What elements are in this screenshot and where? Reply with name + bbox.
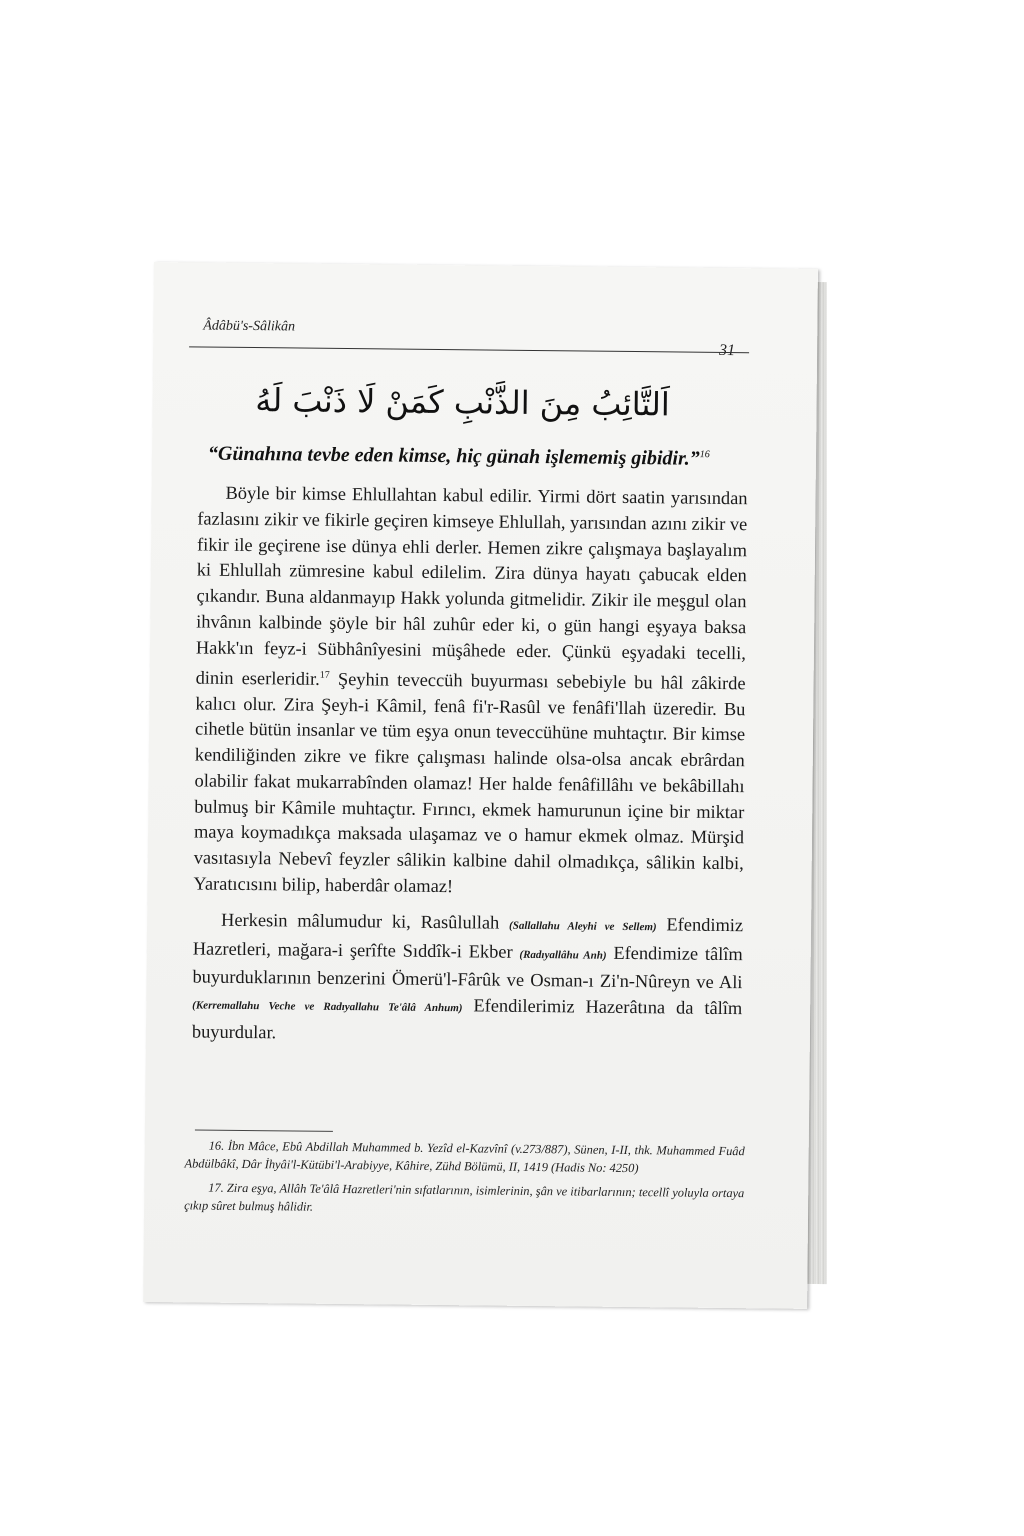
honorific-2: (Radıyallâhu Anh) (519, 948, 607, 962)
footnote-17: 17. Zira eşya, Allâh Te'âlâ Hazretleri'nin sıfatlarının, isimlerinin, şân ve itibarlarının; tecellî yoluyla ortaya çıkıp sûret bulmuş hâlidir. (184, 1180, 745, 1214)
page-number: 31 (719, 341, 736, 360)
paragraph-2-text-3: Efendimize tâlîm buyurduklarının benzerini Ömerü'l-Fârûk ve Osman-ı Zi'n-Nûreyn ve Ali (192, 942, 743, 993)
paragraph-2-text-4: Efendilerimiz Hazerâtına da tâlîm buyurdular. (191, 995, 743, 1043)
paragraph-2 (192, 907, 743, 1051)
arabic-verse: اَلتَّائِبُ مِنَ الذَّنْبِ كَمَنْ لَا ذَنْبَ لَهُ (255, 381, 670, 424)
paragraph-1-part-2: Şeyhin teveccüh buyurması sebebiyle bu hâl zâkirde kalıcı olur. Zira Şeyh-i Kâmil, fenâ fi'r-Rasûl ve fenâfi'llah üzeredir. Bu cihetle bütün insanlar ve tüm eşya onun teveccühüne muhtaçtır. Bir kimse kendiliğinden zikre ve fikre çalışması halinde olsa-olsa ancak ebrârdan olabilir fakat mukarrabînden olamaz! Her halde fenâfillâhı ve bekâbillahı bulmuş bir Kâmile muhtaçtır. Fırıncı, ekmek hamurunun içine bir miktar maya koymadıkça maksada ulaşamaz ve o hamur ekmek olmaz. Mürşid vasıtasıyla Nebevî feyzler sâlikin kalbine dahil olmadıkça, sâlikin kalbi, Yaratıcısını bilip, haberdâr olamaz! (193, 668, 746, 897)
paragraph-2-text-2: Efendimiz Hazretleri, mağara-i şerîfte Sıddîk-i Ekber (192, 914, 744, 962)
book-page (143, 262, 818, 1309)
quote-footnote-ref: 16 (699, 449, 710, 461)
footnote-rule (195, 1129, 333, 1131)
footnote-16: 16. İbn Mâce, Ebû Abdillah Muhammed b. Yezîd el-Kazvînî (v.273/887), Sünen, I-II, thk. Muhammed Fuâd Abdülbâkî, Dâr İhyâi'l-Kütübi'l-Arabiyye, Kâhire, Zühd Bölümü, II, 1419 (Hadis No: 4250) (184, 1138, 745, 1176)
quote-text: “Günahına tevbe eden kimse, hiç günah işlememiş gibidir.” (207, 442, 700, 470)
footnotes (184, 1136, 745, 1226)
footnote-ref-17: 17 (319, 669, 330, 681)
paragraph-1 (193, 480, 747, 903)
header-rule (189, 346, 749, 353)
paragraph-2-text-1: Herkesin mâlumudur ki, Rasûlullah (221, 909, 510, 933)
honorific-3: (Kerremallahu Veche ve Radıyallahu Te'âlâ Anhum) (192, 999, 463, 1015)
body-text (192, 480, 748, 1051)
quote (208, 443, 768, 472)
running-header: Âdâbü's-Sâlikân (203, 318, 296, 335)
honorific-1: (Sallallahu Aleyhi ve Sellem) (509, 919, 657, 934)
paragraph-1-part-1: Böyle bir kimse Ehlullahtan kabul edilir. Yirmi dört saatin yarısından fazlasını zikir ve fikirle geçiren kimseye Ehlullah, yarısından azını zikir ve fikir ile geçirene ise dünya ehli derler. Hemen zikre çalışmaya başlayalım ki Ehlullah zümresine kabul edilelim. Zira dünya hayatı çabucak elden çıkandır. Buna aldanmayıp Hakk yolunda gitmelidir. Zikir ile meşgul olan ihvânın kalbinde şöyle bir hâl zuhûr eder ki, o gün hangi eşyaya baksa Hakk'ın feyz-i Sübhânîyesini müşâhede eder. Çünkü eşyadaki tecelli, dinin eserleridir. (195, 482, 748, 689)
